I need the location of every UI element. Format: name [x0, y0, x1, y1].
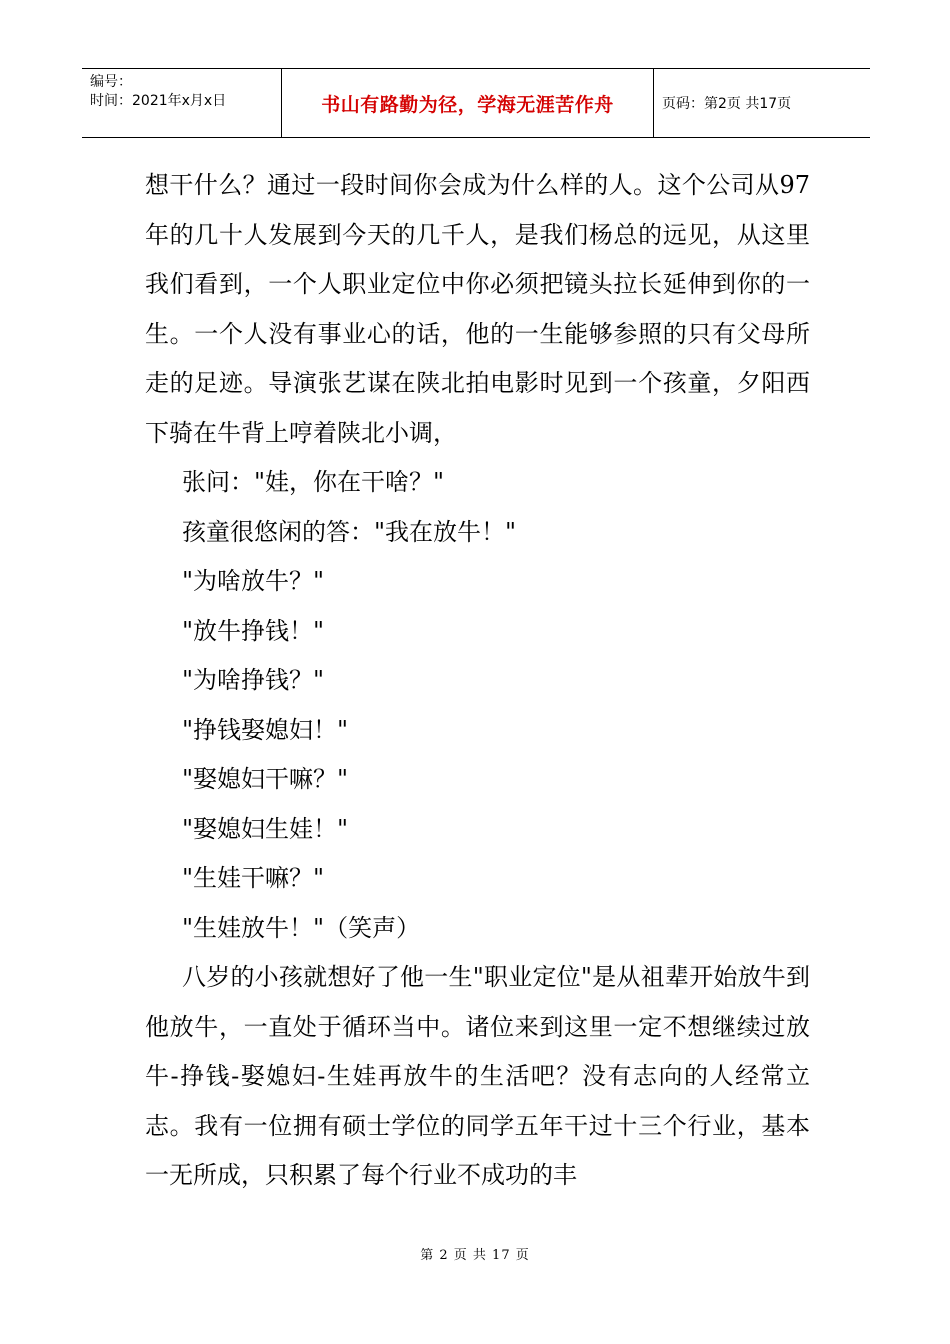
dialogue-line: "为啥放牛？" [182, 567, 325, 595]
dialogue-line: "生娃放牛！"（笑声） [182, 913, 421, 942]
dialogue-line: "娶媳妇干嘛？" [182, 765, 349, 793]
dialogue-line: 张问："娃，你在干啥？" [182, 468, 445, 496]
dialogue-line: 孩童很悠闲的答："我在放牛！" [182, 517, 517, 546]
body-paragraph-2: 八岁的小孩就想好了他一生"职业定位"是从祖辈开始放牛到他放牛，一直处于循环当中。诸位来到这里一定不想继续过放牛-挣钱-娶媳妇-生娃再放牛的生活吧？没有志向的人经常立志。我有一位拥有硕士学位的同学五年干过十三个行业，基本一无所成，只积累了每个行业不成功的丰 [145, 963, 810, 1189]
number-label: 编号： [90, 74, 132, 90]
header-meta [82, 69, 282, 137]
header-page-info: 页码：第2页 共17页 [662, 96, 792, 112]
dialogue-line: "娶媳妇生娃！" [182, 814, 349, 843]
header-motto: 书山有路勤为径，学海无涯苦作舟 [321, 93, 614, 116]
document-header [82, 68, 870, 138]
dialogue-line: "放牛挣钱！" [182, 616, 325, 645]
document-body [145, 161, 810, 1201]
dialogue-line: "挣钱娶媳妇！" [182, 715, 349, 744]
header-motto-cell [282, 69, 654, 137]
time-label: 时间：2021年x月x日 [90, 93, 227, 109]
dialogue-line: "为啥挣钱？" [182, 666, 325, 694]
page-footer: 第 2 页 共 17 页 [420, 1248, 530, 1263]
body-paragraph-1: 想干什么？通过一段时间你会成为什么样的人。这个公司从97年的几十人发展到今天的几千人，是我们杨总的远见，从这里我们看到，一个人职业定位中你必须把镜头拉长延伸到你的一生。一个人没有事业心的话，他的一生能够参照的只有父母所走的足迹。导演张艺谋在陕北拍电影时见到一个孩童，夕阳西下骑在牛背上哼着陕北小调， [145, 171, 810, 447]
dialogue-line: "生娃干嘛？" [182, 864, 325, 892]
